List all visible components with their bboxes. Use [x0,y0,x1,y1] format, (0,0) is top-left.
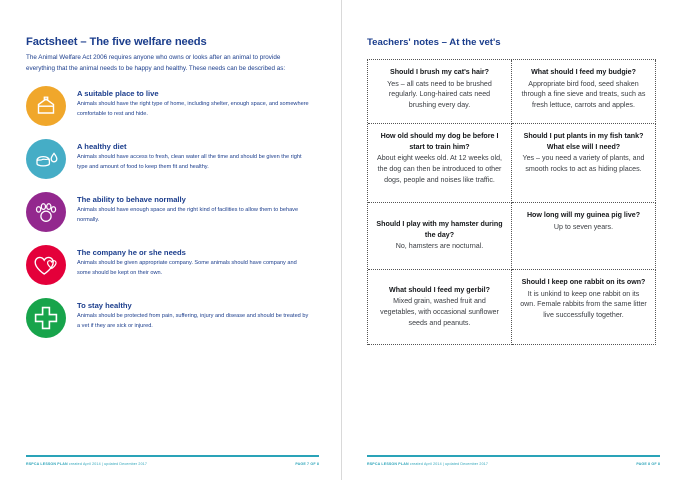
welfare-need-body: Animals should have enough space and the right kind of facilities to allow them to behave normally. [77,207,299,223]
welfare-need-body: Animals should have the right type of home, including shelter, enough space, and somewhere comfortable to rest and hide. [77,101,309,117]
qa-card-question: What should I feed my gerbil? [389,285,490,294]
card-row [368,60,656,124]
footer-credit-prefix: RSPCA LESSON PLAN [367,462,409,466]
footer-divider [367,455,660,457]
welfare-need-item [26,192,319,232]
intro-paragraph: The Animal Welfare Act 2006 requires anyone who owns or looks after an animal to provide everything that the animal needs to be happy and healthy. These needs can be described as: [26,54,286,73]
qa-card [512,60,656,124]
footer-divider [26,455,319,457]
qa-card [368,203,512,270]
welfare-need-text [77,298,309,331]
welfare-needs-list [26,86,319,338]
qa-card-question: Should I keep one rabbit on its own? [521,278,646,286]
footer-credit [367,462,488,466]
card-row [368,124,656,203]
qa-card-question: How long will my guinea pig live? [526,211,641,219]
footer-row [26,462,319,466]
welfare-need-item [26,298,319,338]
qa-card-answer: Yes – all cats need to be brushed regularly. Long-haired cats need brushing every day. [387,79,492,109]
welfare-need-text [77,192,309,225]
qa-card [368,270,512,345]
welfare-need-item [26,139,319,179]
double-heart-icon [26,245,66,285]
card-row [368,270,656,345]
footer-page-number: PAGE 7 OF 8 [295,462,319,466]
welfare-need-item [26,86,319,126]
footer-credit-text: created April 2014 | updated December 2017 [67,462,148,466]
qa-card-grid [367,59,656,345]
qa-card [368,60,512,124]
qa-card-question: What should I feed my budgie? [531,68,636,76]
welfare-need-text [77,245,309,278]
qa-card-question: Should I play with my hamster during the day? [376,220,503,239]
qa-card-answer: Yes – you need a variety of plants, and smooth rocks to act as hiding places. [522,154,645,173]
page-footer [26,455,319,466]
footer-page-number: PAGE 8 OF 8 [636,462,660,466]
welfare-need-text [77,86,309,119]
welfare-need-heading: A suitable place to live [77,89,159,99]
footer-credit-text: created April 2014 | updated December 2017 [408,462,489,466]
qa-card-answer: About eight weeks old. At 12 weeks old, the dog can then be introduced to other dogs, people and noises like traffic. [376,154,502,184]
qa-card-question: Should I brush my cat's hair? [389,68,490,76]
qa-card-question: Should I put plants in my fish tank? What else will I need? [523,132,644,151]
welfare-need-item [26,245,319,285]
welfare-need-heading: The ability to behave normally [77,195,186,205]
welfare-need-body: Animals should be given appropriate company. Some animals should have company and some should be kept on their own. [77,260,297,276]
qa-card-answer: Mixed grain, washed fruit and vegetables, with occasional sunflower seeds and peanuts. [380,297,499,327]
factsheet-page [0,0,341,480]
kennel-icon [26,86,66,126]
welfare-need-heading: A healthy diet [77,142,127,152]
qa-card-answer: No, hamsters are nocturnal. [395,242,484,251]
footer-row [367,462,660,466]
welfare-need-body: Animals should be protected from pain, suffering, injury and disease and should be treated by a vet if they are sick or injured. [77,313,309,329]
qa-card [368,124,512,203]
welfare-need-text [77,139,309,172]
welfare-need-body: Animals should have access to fresh, clean water all the time and should be given the right type and amount of food to keep them fit and healthy. [77,154,302,170]
qa-card-question: How old should my dog be before I start to train him? [380,132,499,151]
qa-card [512,124,656,203]
food-bowl-water-drop-icon [26,139,66,179]
medical-cross-icon [26,298,66,338]
footer-credit-prefix: RSPCA LESSON PLAN [26,462,68,466]
card-row [368,203,656,270]
qa-card-answer: Appropriate bird food, seed shaken through a fine sieve and treats, such as fresh lettuce, carrots and apples. [521,79,646,109]
qa-card-answer: It is unkind to keep one rabbit on its own. Female rabbits from the same litter live successfully together. [520,289,647,319]
teachers-notes-page [341,0,682,480]
page-title: Factsheet – The five welfare needs [26,36,207,48]
qa-card [512,270,656,345]
page-title: Teachers' notes – At the vet's [367,37,501,48]
footer-credit [26,462,147,466]
welfare-need-heading: The company he or she needs [77,248,186,258]
paw-print-icon [26,192,66,232]
qa-card-answer: Up to seven years. [553,222,614,231]
page-gutter-divider [341,0,342,480]
welfare-need-heading: To stay healthy [77,301,132,311]
page-footer [367,455,660,466]
qa-card [512,203,656,270]
